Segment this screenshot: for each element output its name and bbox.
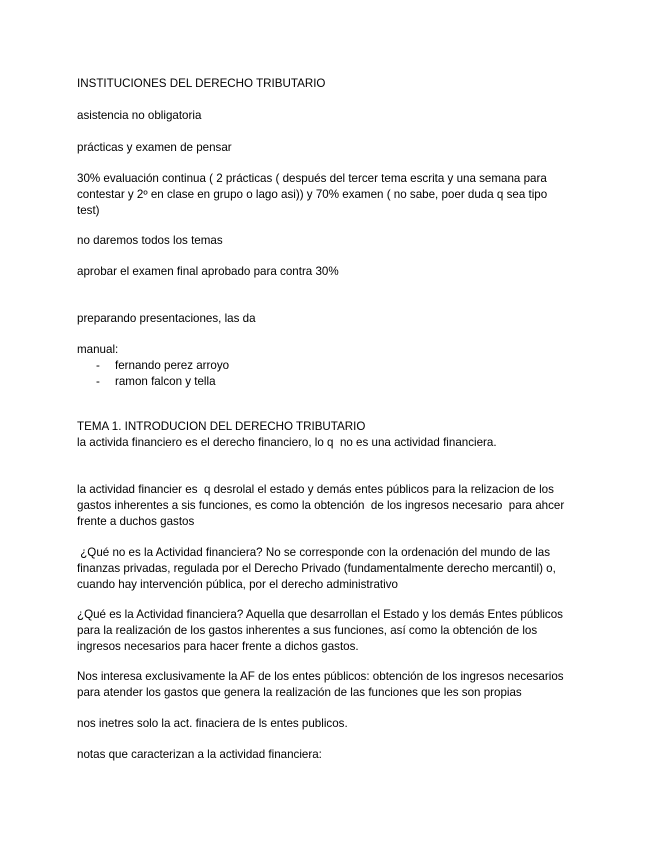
- paragraph-presentaciones: preparando presentaciones, las da: [77, 312, 256, 325]
- list-item: fernando perez arroyo: [115, 359, 230, 372]
- paragraph-tema-1-intro: la activida financiero es el derecho financiero, lo q no es una actividad financiera.: [77, 436, 497, 449]
- paragraph-asistencia: asistencia no obligatoria: [77, 109, 202, 122]
- paragraph-que-es-line-1: ¿Qué es la Actividad financiera? Aquella que desarrollan el Estado y los demás Entes públicos: [77, 608, 563, 621]
- paragraph-evaluacion-line-3: test): [77, 204, 100, 217]
- list-bullet: -: [96, 375, 100, 388]
- paragraph-actividad-line-1: la actividad financier es q desrolal el estado y demás entes públicos para la relizacion de los: [77, 483, 554, 496]
- paragraph-practicas: prácticas y examen de pensar: [77, 141, 232, 154]
- paragraph-interesa-line-1: Nos interesa exclusivamente la AF de los entes públicos: obtención de los ingresos necesarios: [77, 670, 564, 683]
- paragraph-que-es-line-3: ingresos necesarios para hacer frente a dichos gastos.: [77, 640, 359, 653]
- list-item: ramon falcon y tella: [115, 375, 216, 388]
- paragraph-interesa-line-2: para atender los gastos que genera la realización de las funciones que les son propias: [77, 686, 522, 699]
- paragraph-que-es-line-2: para la realización de los gastos inherentes a sus funciones, así como la obtención de los: [77, 624, 538, 637]
- paragraph-aprobar: aprobar el examen final aprobado para contra 30%: [77, 265, 339, 278]
- paragraph-actividad-line-3: frente a duchos gastos: [77, 515, 195, 528]
- paragraph-temas: no daremos todos los temas: [77, 234, 223, 247]
- paragraph-evaluacion-line-2: contestar y 2º en clase en grupo o lago asi)) y 70% examen ( no sabe, poer duda q sea tipo: [77, 188, 548, 201]
- paragraph-nos-inetres: nos inetres solo la act. finaciera de ls entes publicos.: [77, 717, 348, 730]
- list-bullet: -: [96, 359, 100, 372]
- paragraph-que-no-line-3: cuando hay intervención pública, por el derecho administrativo: [77, 578, 398, 591]
- paragraph-que-no-line-2: finanzas privadas, regulada por el Derecho Privado (fundamentalmente derecho mercantil) o,: [77, 562, 556, 575]
- document-title: INSTITUCIONES DEL DERECHO TRIBUTARIO: [77, 77, 326, 90]
- paragraph-evaluacion-line-1: 30% evaluación continua ( 2 prácticas ( después del tercer tema escrita y una semana para: [77, 172, 547, 185]
- manual-label: manual:: [77, 343, 119, 356]
- paragraph-actividad-line-2: gastos inherentes a sis funciones, es como la obtención de los ingresos necesario para ahcer: [77, 499, 565, 512]
- paragraph-notas: notas que caracterizan a la actividad financiera:: [77, 748, 322, 761]
- section-heading-tema-1: TEMA 1. INTRODUCION DEL DERECHO TRIBUTARIO: [77, 420, 366, 433]
- paragraph-que-no-line-1: ¿Qué no es la Actividad financiera? No se corresponde con la ordenación del mundo de las: [77, 546, 551, 559]
